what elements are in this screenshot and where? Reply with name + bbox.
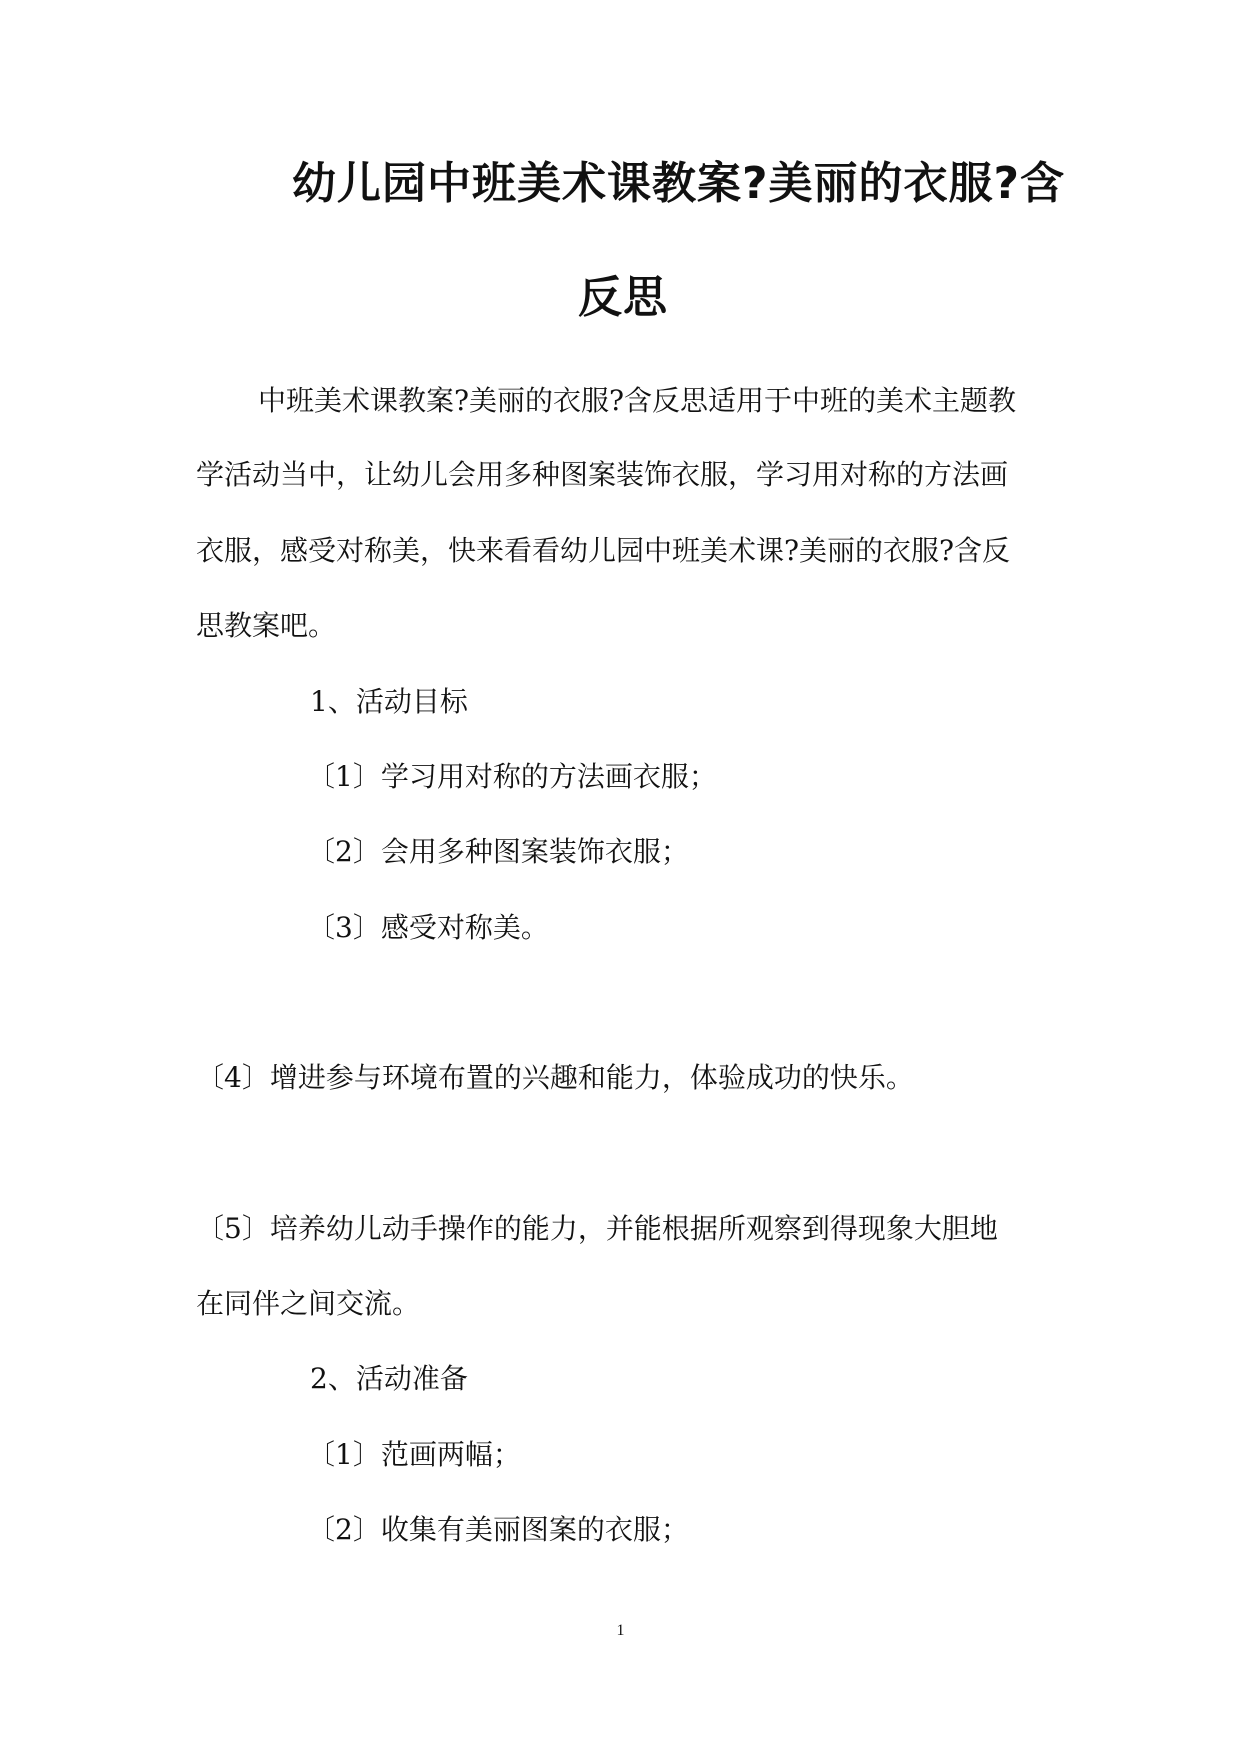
section-heading-preparation: 2、活动准备 <box>310 1362 468 1395</box>
goal-item-1: 〔1〕学习用对称的方法画衣服； <box>307 760 717 793</box>
preparation-item-2: 〔2〕收集有美丽图案的衣服； <box>307 1513 689 1546</box>
goal-item-4: 〔4〕增进参与环境布置的兴趣和能力，体验成功的快乐。 <box>196 1061 914 1094</box>
preparation-item-1: 〔1〕范画两幅； <box>307 1438 521 1471</box>
goal-item-2: 〔2〕会用多种图案装饰衣服； <box>307 835 689 868</box>
goal-item-3: 〔3〕感受对称美。 <box>307 911 549 944</box>
section-heading-goals: 1、活动目标 <box>310 685 468 718</box>
intro-line-1: 中班美术课教案?美丽的衣服?含反思适用于中班的美术主题教 <box>258 384 1017 417</box>
intro-line-2: 学活动当中，让幼儿会用多种图案装饰衣服，学习用对称的方法画 <box>196 458 1009 491</box>
goal-item-5-line-1: 〔5〕培养幼儿动手操作的能力，并能根据所观察到得现象大胆地 <box>196 1212 998 1245</box>
intro-line-3: 衣服，感受对称美，快来看看幼儿园中班美术课?美丽的衣服?含反 <box>196 534 1011 567</box>
intro-line-4: 思教案吧。 <box>196 609 337 642</box>
document-title-line-2: 反思 <box>578 272 668 323</box>
page-number: 1 <box>616 1622 625 1639</box>
goal-item-5-line-2: 在同伴之间交流。 <box>196 1287 421 1320</box>
document-title-line-1: 幼儿园中班美术课教案?美丽的衣服?含 <box>292 158 1066 209</box>
